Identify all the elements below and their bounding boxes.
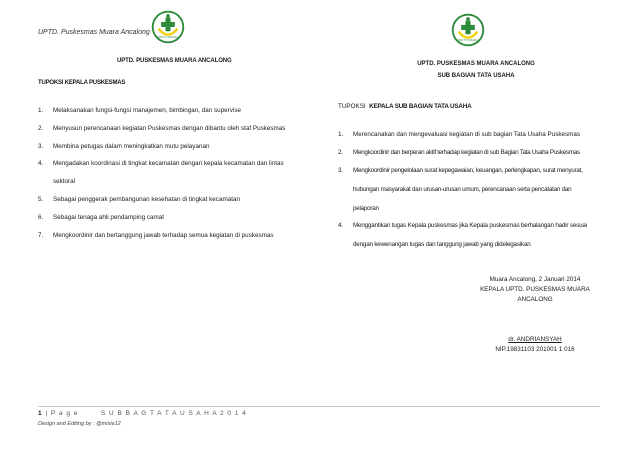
place-date: Muara Ancalong, 2 Januari 2014: [489, 276, 581, 283]
list-item: 6. Sebagai tenaga ahli pendamping camat: [38, 214, 164, 221]
list-item: 4. Mengadakan koordinasi di tingkat kecamatan dengan kepala kecamatan dan lintas sektoral: [38, 160, 284, 185]
list-item: 1. Merencanakan dan mengevaluasi kegiatan di sub bagian Tata Usaha Puskesmas: [338, 131, 581, 138]
bakti-husada-logo-icon: [151, 10, 185, 44]
list-item: 3. Mengkoordinir pengelolaan surat kepegawaian, keuangan, perlengkapan, surat menyurat, hubungan masyarakat dan urusan-urusan umum, perencanaan serta pencatatan dan pelaporan: [338, 167, 583, 212]
right-page-title: UPTD. PUSKESMAS MUARA ANCALONG SUB BAGIAN TATA USAHA: [417, 61, 535, 79]
position-title-cont: ANCALONG: [517, 296, 553, 303]
list-item: 2. Menyusun perencanaan kegiatan Puskesmas dengan dibantu oleh staf Puskesmas: [38, 125, 286, 132]
footer-section: S U B B A G T A T A U S A H A 2 0 1 4: [100, 410, 247, 417]
list-item: 4. Menggantikan tugas Kepala puskesmas jika Kepala puskesmas berhalangan hadir sesuai dengan kewenangan tugas dan tanggung jawab yang didelegasikan: [338, 222, 587, 248]
left-duties-list: [38, 105, 318, 248]
footer-divider: [38, 406, 600, 407]
list-item: 7. Mengkoordinir dan bertanggung jawab terhadap semua kegiatan di puskesmas: [38, 232, 274, 239]
list-item: 2. Mengkoordinir dan berperan aktif terhadap kegiatan di sub Bagian Tata Usaha Puskesmas: [338, 149, 580, 156]
signature-block: [466, 275, 604, 355]
position-title: KEPALA UPTD. PUSKESMAS MUARA: [480, 286, 590, 293]
right-duties-list: [338, 129, 596, 256]
list-item: 1. Melaksanakan fungsi-fungsi manajemen, bimbingan, dan supervise: [38, 107, 241, 114]
page-number: 1: [38, 410, 43, 417]
document-header: UPTD. Puskesmas Muara Ancalong: [38, 29, 150, 36]
left-section-heading: TUPOKSI KEPALA PUSKESMAS: [38, 80, 126, 86]
logo-label: BAKTI HUSADA: [458, 39, 478, 43]
right-section-heading: TUPOKSI KEPALA SUB BAGIAN TATA USAHA: [338, 103, 472, 110]
bakti-husada-logo-icon: [451, 13, 485, 47]
signatory-name: dr. ANDRIANSYAH: [508, 336, 562, 343]
signatory-nip: NIP.19831103 201001 1 016: [495, 346, 575, 353]
list-item: 5. Sebagai penggerak pembangunan kesehatan di tingkat kecamatan: [38, 196, 240, 203]
logo-label: BAKTI HUSADA: [158, 36, 178, 40]
footer-credit: Design and Editing by : @misie12: [38, 421, 121, 427]
left-page-title: UPTD. PUSKESMAS MUARA ANCALONG: [117, 58, 232, 64]
footer-page-info: 1 | P a g e S U B B A G T A T A U S A H A 2 0 1 4: [38, 410, 247, 417]
list-item: 3. Membina petugas dalam meningkatkan mutu pelayanan: [38, 143, 210, 150]
